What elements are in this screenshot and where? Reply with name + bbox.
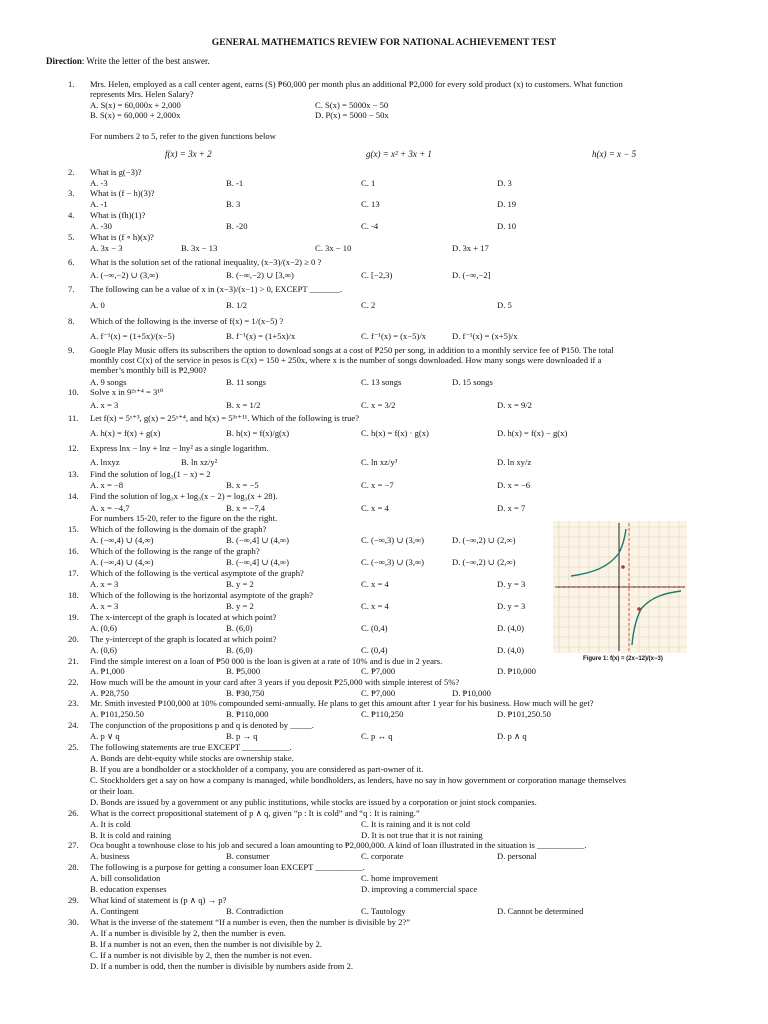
answer-choice: C. 2 [361,300,376,310]
answer-choice: B. y = 2 [226,601,254,611]
answer-choice: A. 0 [90,300,105,310]
direction-label: Direction [46,56,82,66]
answer-choice: member’s monthly bill is ₱2,900? [90,365,207,375]
answer-choice: C. p ↔ q [361,731,393,741]
answer-choice: B. x = −5 [226,480,259,490]
answer-choice: B. 3x − 13 [181,243,218,253]
question-number: 15. [68,524,79,534]
question-text: Express lnx − lny + lnz − lny² as a single logarithm. [90,443,269,453]
answer-choice: D. y = 3 [497,579,526,589]
answer-choice: B. -1 [226,178,244,188]
answer-choice: A. ₱101,250.50 [90,709,144,719]
answer-choice: D. Cannot be determined [497,906,584,916]
answer-choice: A. 3x − 3 [90,243,123,253]
answer-choice: B. y = 2 [226,579,254,589]
answer-choice: B. (−∞,4] ∪ (4,∞) [226,535,289,545]
answer-choice: C. x = 4 [361,579,389,589]
answer-choice: D. x = 9/2 [497,400,532,410]
answer-choice: D. If a number is odd, then the number is divisible by numbers aside from 2. [90,961,354,971]
answer-choice: B. consumer [226,851,270,861]
answer-choice: B. It is cold and raining [90,830,172,840]
answer-choice: B. ₱110,000 [226,709,269,719]
answer-choice: C. 3x − 10 [315,243,352,253]
question-text: Let f(x) = 5ˣ⁺³, g(x) = 25ˣ⁺⁴, and h(x) = 5³ˣ⁺¹¹. Which of the following is true? [90,413,360,423]
answer-choice: A. Bonds are debt-equity while stocks are ownership stake. [90,753,294,763]
answer-choice: C. It is raining and it is not cold [361,819,471,829]
question-number: 9. [68,345,75,355]
answer-choice: A. -1 [90,199,108,209]
answer-choice: C. 1 [361,178,376,188]
question-text: Mr. Smith invested ₱100,000 at 10% compounded semi-annually. He plans to get this amount after 1 year for his business. How much will he get? [90,698,594,708]
answer-choice: D. ln xy/z [497,457,532,467]
question-number: 6. [68,257,75,267]
question-text: Find the solution of log₃(1 − x) = 2 [90,469,211,479]
answer-choice: A. x = −8 [90,480,124,490]
question-number: 2. [68,167,75,177]
answer-choice: D. ₱10,000 [497,666,536,676]
answer-choice: A. (0,6) [90,645,117,655]
answer-choice: A. S(x) = 60,000x + 2,000 [90,100,181,110]
question-text: The following statements are true EXCEPT ___________. [90,742,292,752]
answer-choice: B. f⁻¹(x) = (1+5x)/x [226,331,296,341]
answer-choice: C. [−2,3) [361,270,393,280]
answer-choice: D. improving a commercial space [361,884,478,894]
question-number: 18. [68,590,79,600]
question-number: 8. [68,316,75,326]
question-number: 13. [68,469,79,479]
answer-choice: A. bill consolidation [90,873,161,883]
question-text: The y-intercept of the graph is located at which point? [90,634,277,644]
question-text: What is the correct propositional statement of p ∧ q, given “p : It is cold” and “q : It is raining.” [90,808,420,818]
answer-choice: C. x = −7 [361,480,394,490]
answer-choice: D. (−∞,2) ∪ (2,∞) [452,557,516,567]
answer-choice: D. p ∧ q [497,731,527,741]
answer-choice: or their loan. [90,786,135,796]
answer-choice: B. p → q [226,731,258,741]
answer-choice: D. (4,0) [497,623,524,633]
answer-choice: D. 3x + 17 [452,243,489,253]
answer-choice: B. -20 [226,221,248,231]
question-number: 20. [68,634,79,644]
answer-choice: D. P(x) = 5000 − 50x [315,110,389,120]
function-h: h(x) = x − 5 [592,149,637,159]
question-number: 24. [68,720,79,730]
answer-choice: D. x = −6 [497,480,531,490]
question-text: Which of the following is the domain of the graph? [90,524,267,534]
answer-choice: C. ₱7,000 [361,688,396,698]
answer-choice: C. S(x) = 5000x − 50 [315,100,389,110]
question-number: 27. [68,840,79,850]
answer-choice: C. x = 4 [361,503,389,513]
answer-choice: A. -3 [90,178,108,188]
answer-choice: C. corporate [361,851,404,861]
answer-choice: D. 5 [497,300,512,310]
question-text: What is (fh)(1)? [90,210,146,220]
answer-choice: B. h(x) = f(x)/g(x) [226,428,290,438]
question-number: 4. [68,210,75,220]
question-number: 10. [68,387,79,397]
answer-choice: A. lnxyz [90,457,120,467]
question-text: Which of the following is the inverse of f(x) = 1/(x−5) ? [90,316,284,326]
question-number: 23. [68,698,79,708]
question-number: 25. [68,742,79,752]
question-number: 16. [68,546,79,556]
answer-choice: C. -4 [361,221,379,231]
answer-choice: B. ₱5,000 [226,666,261,676]
function-g: g(x) = x² + 3x + 1 [366,149,432,159]
question-number: 21. [68,656,79,666]
answer-choice: C. h(x) = f(x) · g(x) [361,428,429,438]
answer-choice: C. (0,4) [361,645,388,655]
question-text: Which of the following is the vertical asymptote of the graph? [90,568,304,578]
question-text: Oca bought a townhouse close to his job and secured a loan amounting to ₱2,000,000. A kind of loan illustrated in the situation is ___________. [90,840,587,850]
answer-choice: D. x = 7 [497,503,526,513]
question-text: Solve x in 9²ˣ⁺⁴ = 3¹⁰ [90,387,164,397]
question-number: 11. [68,413,79,423]
answer-choice: B. If a number is not an even, then the number is not divisible by 2. [90,939,322,949]
answer-choice: D. y = 3 [497,601,526,611]
answer-choice: C. If a number is not divisible by 2, then the number is not even. [90,950,312,960]
question-text: Find the solution of log₃x + log₃(x − 2) = log₃(x + 28). [90,491,278,501]
answer-choice: monthly cost C(x) of the service in pesos is C(x) = 150 + 250x, where x is the number of songs downloaded. How many songs were downloaded if a [90,355,602,365]
answer-choice: B. ₱30,750 [226,688,265,698]
answer-choice: D. h(x) = f(x) − g(x) [497,428,568,438]
answer-choice: D. 15 songs [452,377,493,387]
figure-intro: For numbers 15-20, refer to the figure on the the right. [90,513,278,523]
answer-choice: B. (−∞,4] ∪ (4,∞) [226,557,289,567]
answer-choice: C. (−∞,3) ∪ (3,∞) [361,557,424,567]
question-text: Google Play Music offers its subscribers the option to download songs at a cost of ₱250 per song, in addition to a monthly service fee of ₱150. The total [90,345,614,355]
answer-choice: D. (−∞,2) ∪ (2,∞) [452,535,516,545]
question-number: 5. [68,232,75,242]
answer-choice: D. personal [497,851,537,861]
figure-caption: Figure 1: f(x) = (2x−12)/(x−3) [583,656,663,662]
answer-choice: D. 3 [497,178,512,188]
answer-choice: A. p ∨ q [90,731,120,741]
answer-choice: A. -30 [90,221,112,231]
answer-choice: A. 9 songs [90,377,127,387]
question-text: The following is a purpose for getting a consumer loan EXCEPT ___________. [90,862,365,872]
answer-choice: A. ₱1,000 [90,666,125,676]
question-text: How much will be the amount in your card after 3 years if you deposit ₱25,000 with simple interest of 5%? [90,677,460,687]
answer-choice: A. (−∞,4) ∪ (4,∞) [90,557,154,567]
answer-choice: C. x = 4 [361,601,389,611]
answer-choice: B. Contradiction [226,906,284,916]
answer-choice: B. 11 songs [226,377,267,387]
answer-choice: A. business [90,851,130,861]
question-number: 7. [68,284,75,294]
question-text: The conjunction of the propositions p and q is denoted by _____. [90,720,314,730]
answer-choice: A. (−∞,4) ∪ (4,∞) [90,535,154,545]
answer-choice: C. Stockholders get a say on how a company is managed, while bondholders, as lenders, have no say in how government or corporation manage themselves [90,775,627,785]
direction-text: : Write the letter of the best answer. [81,56,210,66]
answer-choice: B. (−∞,−2) ∪ [3,∞) [226,270,294,280]
answer-choice: D. Bonds are issued by a government or any public institutions, while stocks are issued by a corporation or joint stock companies. [90,797,537,807]
answer-choice: D. It is not true that it is not raining [361,830,483,840]
answer-choice: A. Contingent [90,906,139,916]
question-text: Find the simple interest on a loan of ₱50 000 is the loan is given at a rate of 10% and is due in 2 years. [90,656,443,666]
answer-choice: C. ln xz/y³ [361,457,398,467]
question-text: What is the inverse of the statement “If a number is even, then the number is divisible by 2?” [90,917,411,927]
answer-choice: B. 1/2 [226,300,248,310]
answer-choice: A. x = 3 [90,579,119,589]
question-number: 29. [68,895,79,905]
question-number: 22. [68,677,79,687]
question-number: 3. [68,188,75,198]
question-number: 26. [68,808,79,818]
answer-choice: A. x = 3 [90,601,119,611]
answer-choice: B. x = −7,4 [226,503,266,513]
question-text: The following can be a value of x in (x−3)/(x−1) > 0, EXCEPT _______. [90,284,342,294]
direction-line [46,56,210,66]
answer-choice: D. (−∞,−2] [452,270,491,280]
functions-intro: For numbers 2 to 5, refer to the given functions below [90,131,276,141]
answer-choice: represents Mrs. Helen Salary? [90,89,194,99]
answer-choice: A. ₱28,750 [90,688,129,698]
answer-choice: A. If a number is divisible by 2, then the number is even. [90,928,286,938]
question-number: 17. [68,568,79,578]
question-text: What is (f ∘ h)(x)? [90,232,154,242]
question-number: 28. [68,862,79,872]
answer-choice: C. f⁻¹(x) = (x−5)/x [361,331,427,341]
answer-choice: B. (6,0) [226,623,253,633]
answer-choice: A. (0,6) [90,623,117,633]
answer-choice: A. x = 3 [90,400,119,410]
question-number: 1. [68,79,75,89]
answer-choice: C. (0,4) [361,623,388,633]
question-text: What is g(−3)? [90,167,142,177]
answer-choice: C. ₱110,250 [361,709,404,719]
question-number: 19. [68,612,79,622]
function-f: f(x) = 3x + 2 [165,149,212,159]
answer-choice: A. f⁻¹(x) = (1+5x)/(x−5) [90,331,175,341]
answer-choice: D. ₱10,000 [452,688,491,698]
answer-choice: D. f⁻¹(x) = (x+5)/x [452,331,518,341]
question-text: What is the solution set of the rational inequality, (x−3)/(x−2) ≥ 0 ? [90,257,322,267]
question-text: The x-intercept of the graph is located at which point? [90,612,277,622]
answer-choice: D. 19 [497,199,517,209]
answer-choice: B. 3 [226,199,241,209]
question-number: 14. [68,491,79,501]
answer-choice: B. (6,0) [226,645,253,655]
answer-choice: C. ₱7,000 [361,666,396,676]
answer-choice: B. x = 1/2 [226,400,261,410]
page-title: GENERAL MATHEMATICS REVIEW FOR NATIONAL ACHIEVEMENT TEST [211,38,557,48]
answer-choice: B. education expenses [90,884,167,894]
answer-choice: A. (−∞,−2) ∪ (3,∞) [90,270,159,280]
answer-choice: C. home improvement [361,873,439,883]
question-text: Which of the following is the horizontal asymptote of the graph? [90,590,313,600]
question-text: Mrs. Helen, employed as a call center agent, earns (S) ₱60,000 per month plus an additional ₱2,000 for every sold product (x) to customers. What function [90,79,623,89]
answer-choice: B. If you are a bondholder or a stockholder of a company, you are considered as part-owner of it. [90,764,424,774]
answer-choice: C. (−∞,3) ∪ (3,∞) [361,535,424,545]
answer-choice: D. 10 [497,221,517,231]
answer-choice: C. 13 [361,199,380,209]
answer-choice: D. ₱101,250.50 [497,709,551,719]
question-number: 12. [68,443,79,453]
answer-choice: B. S(x) = 60,000 + 2,000x [90,110,181,120]
question-number: 30. [68,917,79,927]
answer-choice: A. h(x) = f(x) + g(x) [90,428,161,438]
answer-choice: C. Tautology [361,906,406,916]
figure-1-graph [553,521,687,653]
question-text: What kind of statement is (p ∧ q) → p? [90,895,227,905]
question-text: What is (f − h)(3)? [90,188,155,198]
question-text: Which of the following is the range of the graph? [90,546,260,556]
answer-choice: D. (4,0) [497,645,524,655]
answer-choice: C. x = 3/2 [361,400,396,410]
answer-choice: A. x = −4,7 [90,503,130,513]
answer-choice: B. ln xz/y² [181,457,218,467]
answer-choice: C. 13 songs [361,377,402,387]
answer-choice: A. It is cold [90,819,131,829]
